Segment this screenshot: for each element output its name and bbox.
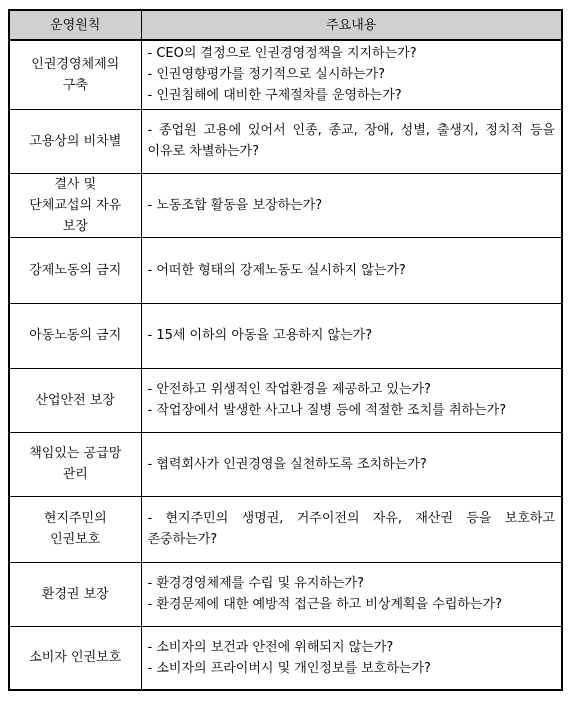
- principle-label: 구축: [62, 77, 88, 93]
- principle-cell: [9, 237, 141, 303]
- principle-cell: [9, 626, 141, 690]
- principle-label: 인권보호: [50, 532, 101, 547]
- content-item: - CEO의 결정으로 인권경영정책을 지지하는가?: [147, 46, 417, 62]
- principle-label: 산업안전 보장: [35, 392, 115, 408]
- content-cell: [141, 303, 562, 368]
- header-principle: 운영원칙: [9, 10, 141, 40]
- principle-cell: [9, 432, 141, 496]
- principle-cell: [9, 173, 141, 237]
- content-cell: [141, 432, 562, 496]
- content-cell: [141, 173, 562, 237]
- table-body: [9, 40, 562, 690]
- principle-label: 강제노동의 금지: [29, 262, 122, 278]
- content-item: - 인권영향평가를 정기적으로 실시하는가?: [147, 67, 385, 83]
- principle-cell: [9, 496, 141, 562]
- table-row: [9, 173, 562, 237]
- principle-label: 소비자 인권보호: [29, 650, 122, 666]
- principle-cell: [9, 562, 141, 626]
- table-row: [9, 562, 562, 626]
- table-row: [9, 432, 562, 496]
- principle-label: 환경권 보장: [41, 586, 109, 602]
- content-cell: [141, 496, 562, 562]
- principle-label: 단체교섭의 자유: [29, 197, 122, 213]
- content-item: - 협력회사가 인권경영을 실천하도록 조치하는가?: [147, 456, 427, 472]
- principle-label: 현지주민의: [43, 511, 107, 526]
- principle-label: 책임있는 공급망: [29, 446, 122, 461]
- principle-label: 아동노동의 금지: [29, 328, 122, 343]
- header-row: [9, 10, 562, 40]
- table-row: [9, 496, 562, 562]
- principle-label: 결사 및: [54, 176, 97, 192]
- header-content: 주요내용: [141, 10, 562, 40]
- content-item: - 인권침해에 대비한 구제절차를 운영하는가?: [147, 88, 402, 104]
- principle-label: 인권경영체제의: [31, 56, 120, 72]
- table-row: [9, 40, 562, 109]
- content-item: - 어떠한 형태의 강제노동도 실시하지 않는가?: [147, 262, 406, 278]
- content-item: - 노동조합 활동을 보장하는가?: [147, 197, 323, 213]
- content-item: - 환경경영체제를 수립 및 유지하는가?: [147, 576, 364, 591]
- content-item: - 종업원 고용에 있어서 인종, 종교, 장애, 성별, 출생지, 정치적 등을 이유로 차별하는가?: [147, 123, 555, 159]
- principle-cell: [9, 40, 141, 109]
- content-cell: [141, 237, 562, 303]
- table-row: [9, 368, 562, 432]
- content-cell: [141, 40, 562, 109]
- table-row: [9, 303, 562, 368]
- content-cell: [141, 562, 562, 626]
- principle-cell: [9, 109, 141, 173]
- content-item: - 15세 이하의 아동을 고용하지 않는가?: [147, 328, 373, 343]
- table-row: [9, 626, 562, 690]
- table-row: [9, 237, 562, 303]
- content-item: - 소비자의 프라이버시 및 개인정보를 보호하는가?: [147, 660, 431, 676]
- principles-table: [8, 9, 563, 691]
- content-item: - 안전하고 위생적인 작업환경을 제공하고 있는가?: [147, 382, 431, 397]
- principle-label: 고용상의 비차별: [29, 133, 122, 149]
- principle-cell: [9, 368, 141, 432]
- table-row: [9, 109, 562, 173]
- content-item: - 현지주민의 생명권, 거주이전의 자유, 재산권 등을 보호하고 존중하는가?: [147, 511, 555, 547]
- principle-label: 보장: [62, 218, 88, 234]
- content-cell: [141, 109, 562, 173]
- content-item: - 소비자의 보건과 안전에 위해되지 않는가?: [147, 639, 394, 655]
- content-item: - 환경문제에 대한 예방적 접근을 하고 비상계획을 수립하는가?: [147, 597, 502, 612]
- content-cell: [141, 626, 562, 690]
- content-cell: [141, 368, 562, 432]
- content-item: - 작업장에서 발생한 사고나 질병 등에 적절한 조치를 취하는가?: [147, 403, 507, 418]
- principle-cell: [9, 303, 141, 368]
- principle-label: 관리: [62, 467, 88, 482]
